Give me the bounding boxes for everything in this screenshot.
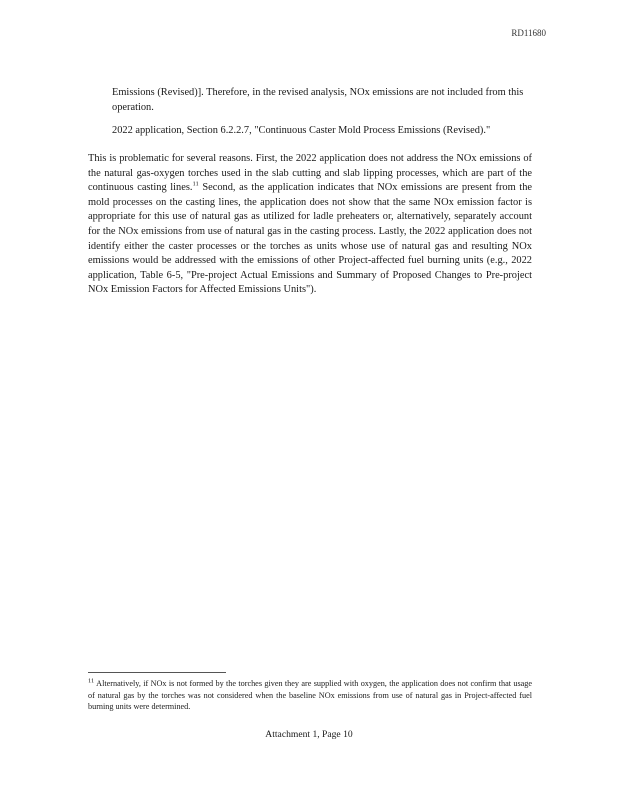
footnote: [88, 678, 532, 713]
quote-paragraph-2: 2022 application, Section 6.2.2.7, "Continuous Caster Mold Process Emissions (Revised).": [112, 125, 491, 136]
footnote-text: Alternatively, if NOx is not formed by the torches given they are supplied with oxygen, the application does not confirm that usage of natural gas by the torches was not considered when the baseline NOx emissions from use of natural gas in Project-affected fuel burning units were determined.: [88, 679, 532, 711]
body-paragraph: [88, 152, 532, 298]
footnote-number: 11: [88, 677, 95, 685]
body-text-part-2: Second, as the application indicates that NOx emissions are present from the mold processes on the casting lines, the application does not show that the same NOx emission factor is appropriate for this use of natural gas as utilized for ladle preheaters or, alternatively, separately account for the NOx emissions from use of natural gas in the casting process. Lastly, the 2022 application does not identify either the caster processes or the torches as units whose use of natural gas and resulting NOx emissions would be addressed with the emissions of other Project-affected fuel burning units (e.g., 2022 application, Table 6-5, "Pre-project Actual Emissions and Summary of Proposed Changes to Pre-project NOx Emission Factors for Affected Emissions Units").: [88, 182, 532, 296]
quote-paragraph-1: Emissions (Revised)]. Therefore, in the revised analysis, NOx emissions are not included from this operation.: [112, 87, 524, 113]
document-code: RD11680: [511, 28, 546, 38]
page-footer: Attachment 1, Page 10: [265, 729, 353, 740]
footnote-divider: [88, 672, 226, 673]
body-text-part-1: This is problematic for several reasons. First, the 2022 application does not address the NOx emissions of the natural gas-oxygen torches used in the slab cutting and slab lipping processes, which are part of the continuous casting lines.: [88, 153, 532, 194]
footnote-reference[interactable]: 11: [192, 180, 199, 188]
